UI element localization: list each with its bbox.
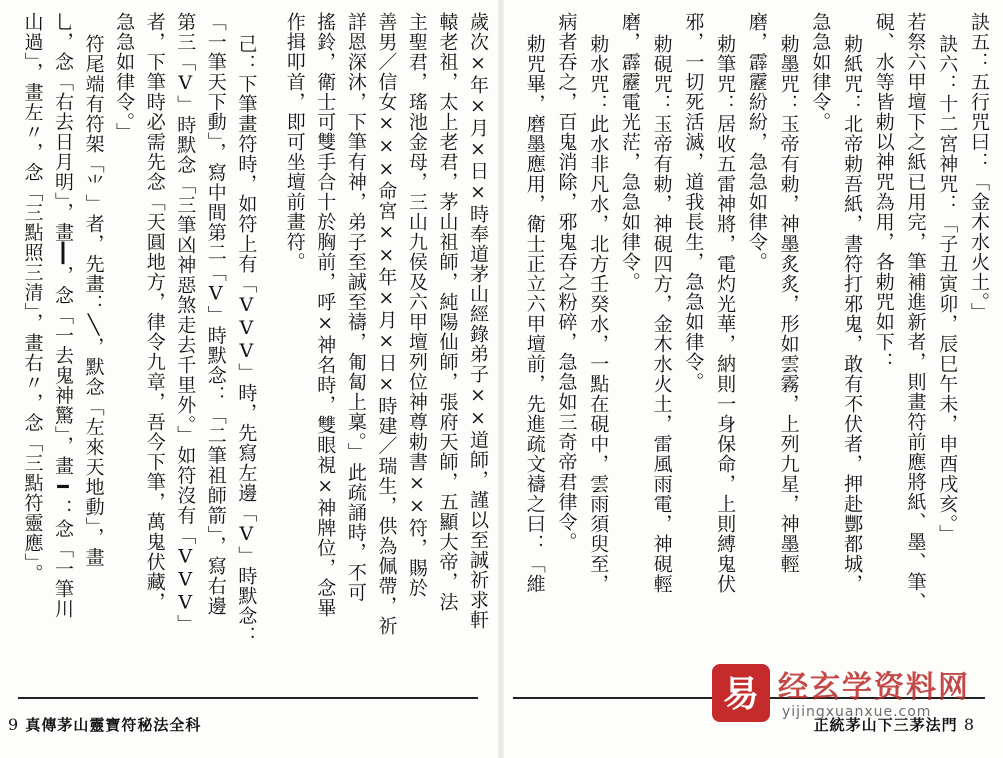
right_page-column: 邪，一切死活滅，道我長生，急急如律令。: [682, 12, 705, 392]
right_page-column: 磨，霹靂紛紛，急急如律令。: [745, 12, 768, 272]
left-page-running-title: 真傳茅山靈寶符秘法全科: [25, 716, 202, 734]
right_page-column: 勅硯咒：玉帝有勅，神硯四方，金木水火土，雷風雨電，神硯輕: [650, 34, 673, 594]
right_page-column: 急急如律令。: [809, 12, 832, 132]
right-page-number: 8: [963, 715, 975, 734]
left-page-text: [22, 12, 492, 667]
watermark-url: yijingxuanxue.com: [782, 704, 932, 720]
left_page-column: 己：下筆畫符時，如符上有「VVV」時，先寫左邊「V」時默念：: [235, 34, 258, 646]
right_page-column: 訣五：五行咒曰：「金木水火土。」: [968, 12, 990, 323]
right_page-column: 磨，霹靂電光茫，急急如律令。: [618, 12, 641, 292]
right_page-column: 勅咒畢，磨墨應用，衛士正立六甲壇前，先進疏文禱之曰：「維: [523, 34, 546, 594]
left_page-column: 者，下筆時必需先念「天圓地方，律令九章，吾今下筆，萬鬼伏藏，: [144, 12, 166, 612]
left-page-footer: [8, 714, 201, 735]
right_page-column: 勅水咒：此水非凡水，北方壬癸水，一點在硯中，雲雨須臾至，: [587, 34, 610, 594]
watermark-logo-glyph: 易: [722, 674, 760, 715]
watermark-logo-icon: [712, 664, 770, 722]
right-page-text: [523, 12, 993, 667]
right_page-column: 病者吞之，百鬼消除，邪鬼吞之粉碎，急急如三奇帝君律令。: [555, 12, 578, 552]
left_page-column: 轅老祖，太上老君，茅山祖師，純陽仙師，張府天師，五顯大帝，法: [436, 12, 459, 612]
left_page-column: 作揖叩首，即可坐壇前畫符。: [284, 12, 306, 272]
left_page-column: 搖鈴，衛士可雙手合十於胸前，呼×神名時，雙眼視×神牌位，念畢: [314, 12, 337, 618]
left-page-rule: [18, 697, 478, 699]
left_page-column: 乚，念「右去日月明」，畫┃，念「一去鬼神驚」，畫━：念「一筆川: [52, 12, 75, 619]
left_page-column: 急急如律令。」: [113, 12, 136, 143]
left_page-column: 主聖君，瑤池金母，三山九侯及六甲壇列位神尊勅書××符，賜於: [406, 12, 428, 598]
watermark-site-name: 经玄学资料网: [778, 670, 970, 705]
left-page-number: 9: [8, 715, 20, 734]
right_page-column: 勅紙咒：北帝勅吾紙，書符打邪鬼，敢有不伏者，押赴酆都城，: [841, 34, 864, 594]
right_page-column: 硯、水等皆勅以神咒為用，各勅咒如下：: [872, 12, 895, 372]
left_page-column: 山過」，畫左〃，念「三點照三清」，畫右〃，念「三點符靈應」。: [21, 12, 44, 584]
right_page-column: 若祭六甲壇下之紙已用完，筆補進新者，則畫符前應將紙、墨、筆、: [904, 12, 927, 612]
left_page-column: 第三「V」時默念「三筆凶神惡煞走去千里外。」如符沒有「VVV」: [174, 12, 197, 635]
right_page-column: 勅筆咒：居收五雷神將，電灼光華，納則一身保命，上則縛鬼伏: [714, 34, 737, 594]
right_page-column: 訣六：十二宮神咒：「子丑寅卯，辰巳午未，申酉戌亥。」: [936, 34, 959, 545]
left-page: [0, 0, 501, 758]
right-page-running-title: 正統茅山下三茅法門: [813, 716, 958, 734]
left_page-column: 「一筆天下動」，寫中間第二「V」時默念：「二筆祖師箭」，寫右邊: [205, 12, 227, 616]
left_page-column: 詳恩深沐，下筆有神，弟子至誠至禱，匍匐上稟。」此疏誦時，不可: [345, 12, 367, 603]
left_page-column: 符尾端有符架「⺌」者，先畫：╲，默念「左來天地動」，畫: [83, 34, 105, 568]
right_page-column: 勅墨咒：玉帝有勅，神墨炙炙，形如雲霧，上列九星，神墨輕: [777, 34, 800, 574]
left_page-column: [266, 12, 278, 667]
right-page: [501, 0, 1003, 758]
left_page-column: 歲次×年×月×日×時奉道茅山經錄弟子××道師，謹以至誠祈求軒: [467, 12, 489, 630]
site-watermark: [712, 660, 997, 740]
left_page-column: 善男／信女×××命宮××年×月×日×時建／瑞生，供為佩帶，祈: [375, 12, 398, 636]
